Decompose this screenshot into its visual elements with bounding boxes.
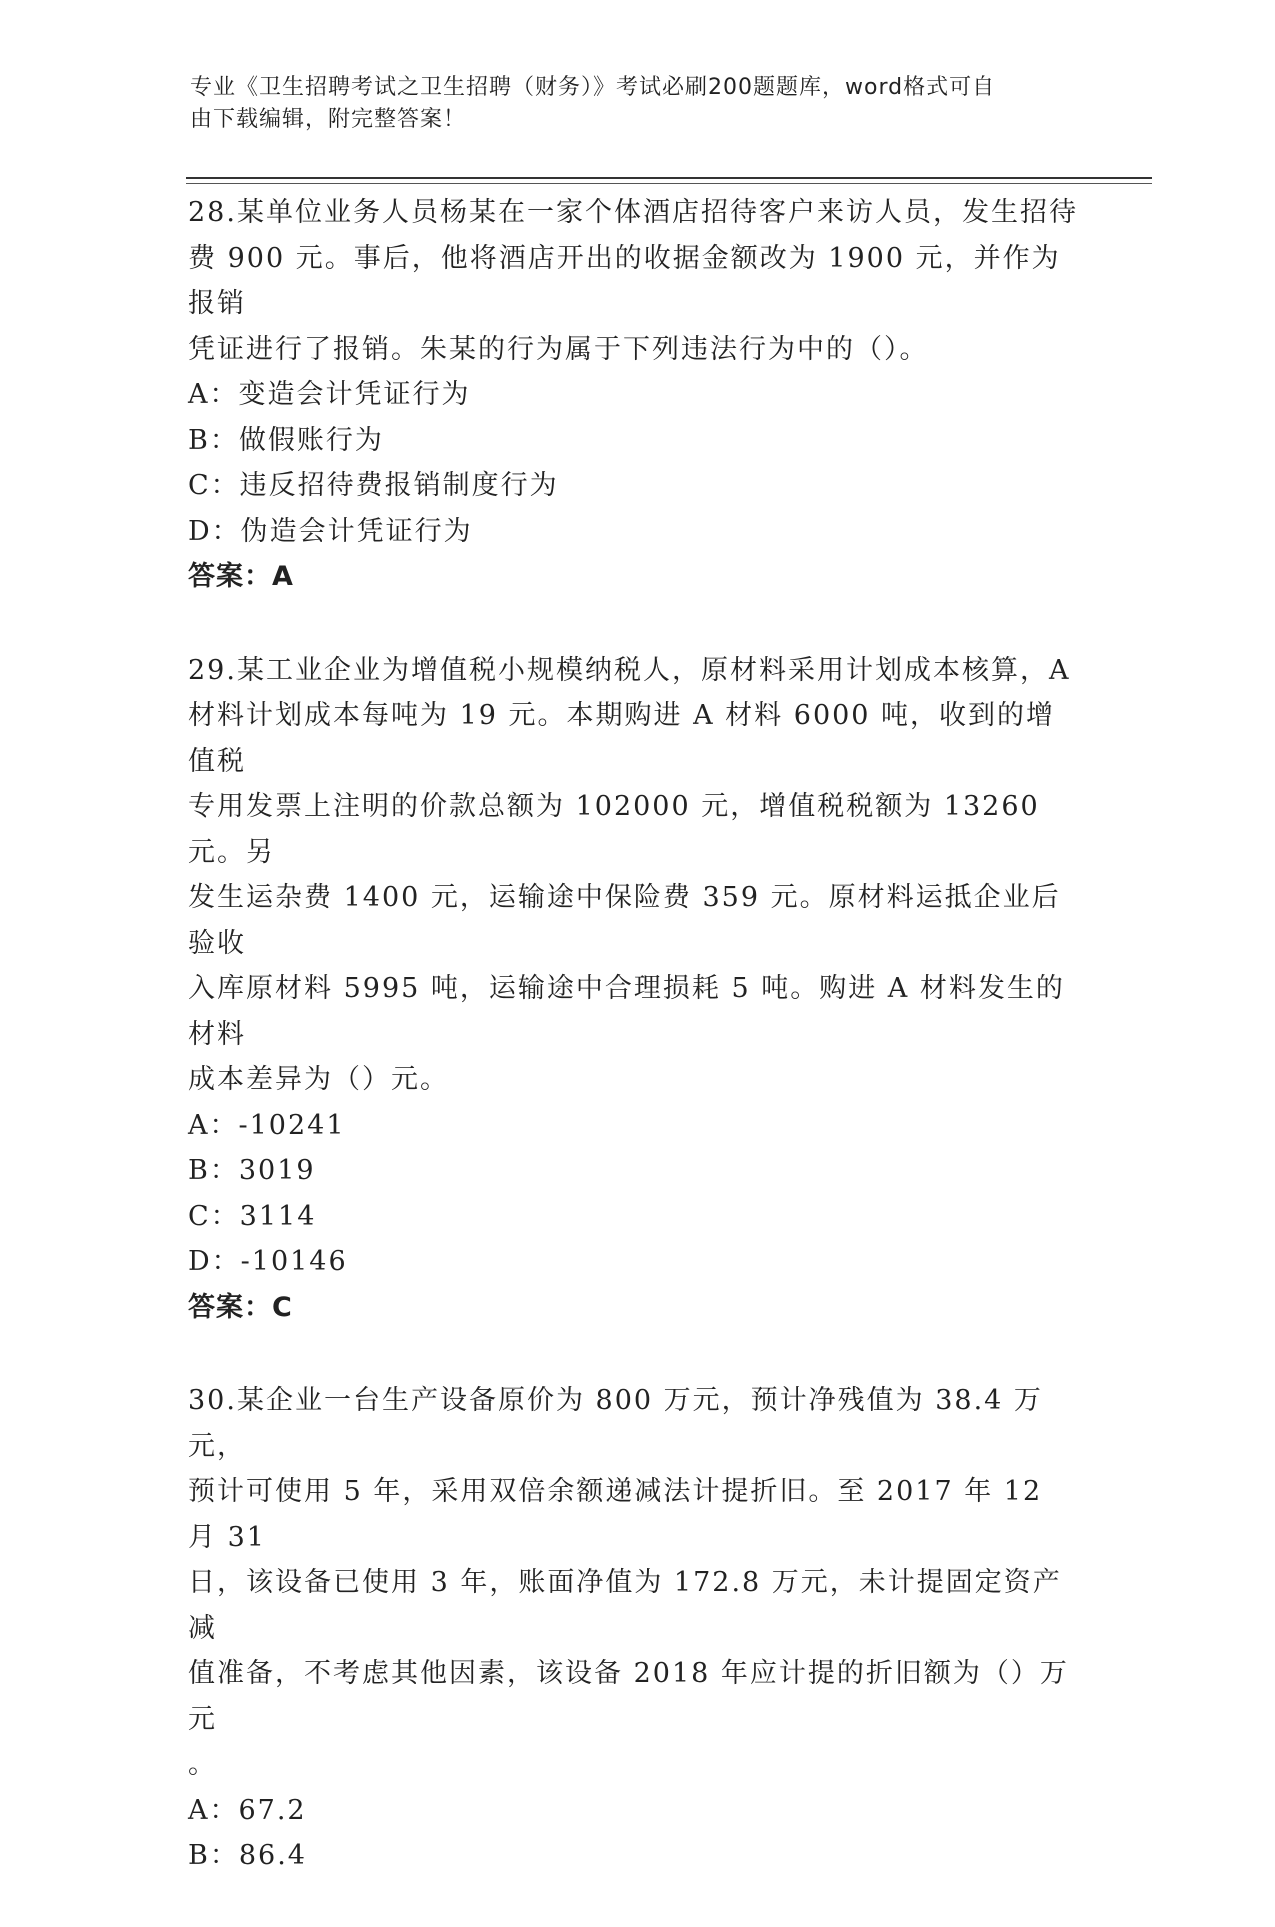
option-a: A：-10241 bbox=[188, 1109, 346, 1141]
option-b: B：86.4 bbox=[188, 1840, 307, 1871]
question-stem-line: 日，该设备已使用 3 年，账面净值为 172.8 万元，未计提固定资产减 bbox=[188, 1567, 1062, 1644]
header-line-1: 专业《卫生招聘考试之卫生招聘（财务）》考试必刷200题题库，word格式可自 bbox=[190, 75, 996, 100]
question-stem-line: 29.某工业企业为增值税小规模纳税人，原材料采用计划成本核算，A bbox=[188, 654, 1071, 686]
option-b: B：做假账行为 bbox=[188, 424, 384, 456]
question-stem-line: 费 900 元。事后，他将酒店开出的收据金额改为 1900 元，并作为报销 bbox=[188, 242, 1061, 319]
question-stem-line: 入库原材料 5995 吨，运输途中合理损耗 5 吨。购进 A 材料发生的材料 bbox=[188, 973, 1065, 1050]
question-stem-line: 专用发票上注明的价款总额为 102000 元，增值税税额为 13260 元。另 bbox=[188, 791, 1051, 868]
question-stem-line: 发生运杂费 1400 元，运输途中保险费 359 元。原材料运抵企业后验收 bbox=[188, 882, 1061, 959]
question-list bbox=[188, 190, 1078, 1927]
question-30 bbox=[188, 1378, 1078, 1879]
question-stem-line: 。 bbox=[188, 1749, 217, 1780]
question-28 bbox=[188, 190, 1078, 600]
option-b: B：3019 bbox=[188, 1155, 316, 1186]
option-c: C：3114 bbox=[188, 1200, 317, 1232]
question-stem-line: 凭证进行了报销。朱某的行为属于下列违法行为中的（）。 bbox=[188, 333, 929, 365]
header-line-2: 由下载编辑，附完整答案！ bbox=[190, 107, 467, 132]
question-29 bbox=[188, 648, 1078, 1331]
header-divider-thin bbox=[186, 183, 1152, 184]
question-stem-line: 成本差异为（）元。 bbox=[188, 1064, 449, 1095]
option-a: A：变造会计凭证行为 bbox=[188, 379, 471, 410]
question-stem-line: 28.某单位业务人员杨某在一家个体酒店招待客户来访人员，发生招待 bbox=[188, 197, 1078, 228]
option-d: D：-10146 bbox=[188, 1246, 348, 1277]
document-header bbox=[190, 72, 1070, 136]
answer-label: 答案：A bbox=[188, 561, 294, 592]
question-stem-line: 材料计划成本每吨为 19 元。本期购进 A 材料 6000 吨，收到的增值税 bbox=[188, 700, 1056, 777]
option-d: D：伪造会计凭证行为 bbox=[188, 515, 473, 547]
question-stem-line: 值准备，不考虑其他因素，该设备 2018 年应计提的折旧额为（）万元 bbox=[188, 1658, 1069, 1735]
header-divider-thick bbox=[186, 177, 1152, 179]
option-c: C：违反招待费报销制度行为 bbox=[188, 470, 559, 501]
question-stem-line: 30.某企业一台生产设备原价为 800 万元，预计净残值为 38.4 万元， bbox=[188, 1385, 1043, 1462]
answer-label: 答案：C bbox=[188, 1291, 293, 1323]
question-stem-line: 预计可使用 5 年，采用双倍余额递减法计提折旧。至 2017 年 12 月 31 bbox=[188, 1476, 1053, 1553]
option-a: A：67.2 bbox=[188, 1794, 307, 1826]
